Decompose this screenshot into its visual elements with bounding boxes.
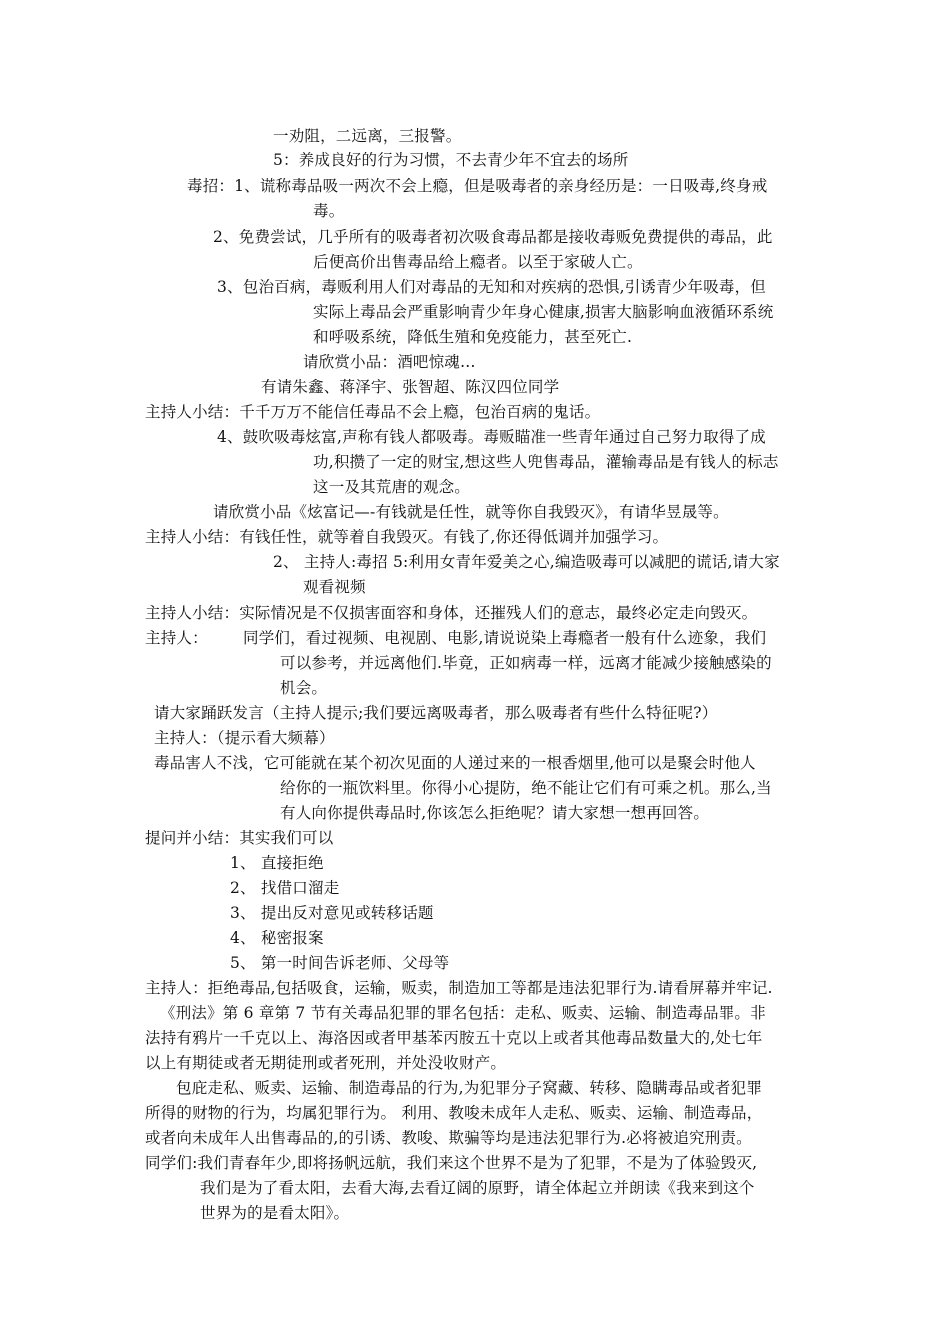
text-line: 以上有期徒或者无期徒刑或者死刑，并处没收财产。 xyxy=(145,1054,507,1072)
text-line: 这一及其荒唐的观念。 xyxy=(313,478,471,496)
text-line: 和呼吸系统，降低生殖和免疫能力，甚至死亡. xyxy=(313,328,633,346)
text-line: 2、免费尝试，几乎所有的吸毒者初次吸食毒品都是接收毒贩免费提供的毒品，此 xyxy=(213,228,773,246)
text-line: 同学们:我们青春年少,即将扬帆远航，我们来这个世界不是为了犯罪，不是为了体验毁灭, xyxy=(145,1154,758,1172)
text-line: 主持人小结：有钱任性，就等着自我毁灭。有钱了,你还得低调并加强学习。 xyxy=(145,528,669,546)
text-line: 给你的一瓶饮料里。你得小心提防，绝不能让它们有可乘之机。那么,当 xyxy=(280,779,772,797)
text-line: 主持人：拒绝毒品,包括吸食，运输，贩卖，制造加工等都是违法犯罪行为.请看屏幕并牢记. xyxy=(145,979,773,997)
text-line: 《刑法》第 6 章第 7 节有关毒品犯罪的罪名包括：走私、贩卖、运输、制造毒品罪。非 xyxy=(160,1004,766,1022)
text-line: 实际上毒品会严重影响青少年身心健康,损害大脑影响血液循环系统 xyxy=(313,303,774,321)
text-line: 提问并小结：其实我们可以 xyxy=(145,829,334,847)
text-line: 4、鼓吹吸毒炫富,声称有钱人都吸毒。毒贩瞄准一些青年通过自己努力取得了成 xyxy=(217,428,766,446)
text-line: 请欣赏小品：酒吧惊魂… xyxy=(303,353,476,371)
text-line: 主持人小结：千千万万不能信任毒品不会上瘾，包治百病的鬼话。 xyxy=(145,403,601,421)
list-item: 2、 找借口溜走 xyxy=(230,879,340,897)
text-line: 后便高价出售毒品给上瘾者。以至于家破人亡。 xyxy=(313,253,643,271)
list-item: 3、 提出反对意见或转移话题 xyxy=(230,904,434,922)
list-item: 5、 第一时间告诉老师、父母等 xyxy=(230,954,450,972)
list-item: 4、 秘密报案 xyxy=(230,929,324,947)
text-line: 3、包治百病，毒贩利用人们对毒品的无知和对疾病的恐惧,引诱青少年吸毒，但 xyxy=(217,278,766,296)
text-line: 毒品害人不浅，它可能就在某个初次见面的人递过来的一根香烟里,他可以是聚会时他人 xyxy=(154,754,756,772)
text-line: 包庇走私、贩卖、运输、制造毒品的行为,为犯罪分子窝藏、转移、隐瞒毒品或者犯罪 xyxy=(176,1079,763,1097)
text-line: 5：养成良好的行为习惯，不去青少年不宜去的场所 xyxy=(273,151,629,169)
text-line: 我们是为了看太阳，去看大海,去看辽阔的原野，请全体起立并朗读《我来到这个 xyxy=(200,1179,755,1197)
text-line: 世界为的是看太阳》。 xyxy=(200,1204,350,1222)
text-line: 毒。 xyxy=(313,202,345,220)
list-item: 1、 直接拒绝 xyxy=(230,854,324,872)
speaker-label: 主持人： xyxy=(145,629,208,647)
text-line: 毒招：1、谎称毒品吸一两次不会上瘾，但是吸毒者的亲身经历是：一日吸毒,终身戒 xyxy=(187,177,768,195)
text-line: 2、 主持人:毒招 5:利用女青年爱美之心,编造吸毒可以减肥的谎话,请大家 xyxy=(273,553,780,571)
text-line: 可以参考，并远离他们.毕竟，正如病毒一样，远离才能减少接触感染的 xyxy=(280,654,772,672)
text-line: 请欣赏小品《炫富记—-有钱就是任性，就等你自我毁灭》，有请华昱晟等。 xyxy=(213,503,729,521)
text-line: 机会。 xyxy=(280,679,328,697)
text-line: 所得的财物的行为，均属犯罪行为。 利用、教唆未成年人走私、贩卖、运输、制造毒品， xyxy=(145,1104,763,1122)
text-line: 请大家踊跃发言（主持人提示;我们要远离吸毒者，那么吸毒者有些什么特征呢?） xyxy=(154,704,718,722)
text-line: 或者向未成年人出售毒品的,的引诱、教唆、欺骗等均是违法犯罪行为.必将被追究刑责。 xyxy=(145,1129,752,1147)
text-line: 同学们，看过视频、电视剧、电影,请说说染上毒瘾者一般有什么迹象，我们 xyxy=(243,629,767,647)
text-line: 有请朱鑫、蒋泽宇、张智超、陈汉四位同学 xyxy=(261,378,560,396)
text-line: 有人向你提供毒品时,你该怎么拒绝呢？请大家想一想再回答。 xyxy=(280,804,710,822)
text-line: 功,积攒了一定的财宝,想这些人兜售毒品，灌输毒品是有钱人的标志 xyxy=(313,453,779,471)
text-line: 观看视频 xyxy=(303,578,366,596)
text-line: 一劝阻，二远离，三报警。 xyxy=(273,127,462,145)
text-line: 主持人：（提示看大频幕） xyxy=(154,729,335,747)
text-line: 法持有鸦片一千克以上、海洛因或者甲基苯丙胺五十克以上或者其他毒品数量大的,处七年 xyxy=(145,1029,763,1047)
text-line: 主持人小结：实际情况是不仅损害面容和身体，还摧残人们的意志，最终必定走向毁灭。 xyxy=(145,604,758,622)
